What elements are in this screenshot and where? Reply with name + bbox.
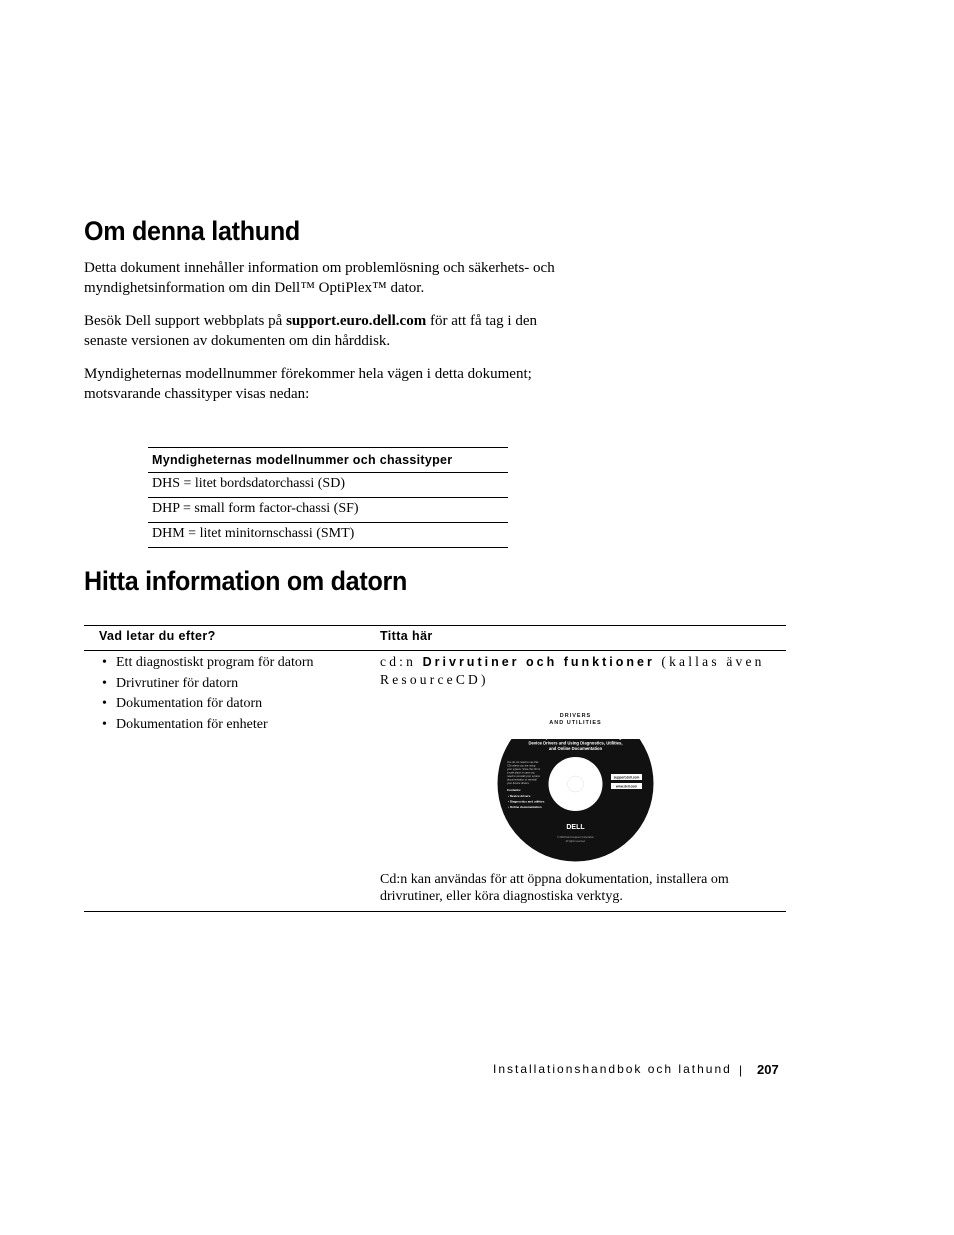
svg-text:• Diagnostics and utilities: • Diagnostics and utilities [508,799,545,804]
list-item: • Dokumentation för enheter [102,716,268,732]
model-table-row: DHP = small form factor-chassi (SF) [148,498,508,523]
svg-text:and Online Documentation: and Online Documentation [548,746,603,751]
section-title-find-info: Hitta information om datorn [84,566,408,596]
svg-text:Dell™ OptiPlex™ ResourceCD for: Dell™ OptiPlex™ ResourceCD for Reinstalling [529,735,622,740]
svg-text:Device Drivers and Using Diagn: Device Drivers and Using Diagnostics, Utilities, [528,740,623,746]
intro-paragraph: Detta dokument innehåller information om problemlösning och säkerhets- och myndighetsinformation om din Dell™ OptiPlex™ dator. [84,260,555,296]
resource-cd-image [497,705,654,862]
svg-text:www.dell.com: www.dell.com [615,784,638,789]
svg-text:Contents:: Contents: [507,788,521,792]
column-header-look-here: Titta här [380,629,433,643]
svg-text:AND UTILITIES: AND UTILITIES [549,720,602,726]
info-table-header-row [84,626,786,651]
dell-logo: DELL [566,824,585,831]
column-header-looking-for: Vad letar du efter? [99,629,216,643]
svg-text:your device drivers.: your device drivers. [507,782,530,785]
model-number-paragraph: Myndigheternas modellnummer förekommer hela vägen i detta dokument; motsvarande chassityper visas nedan: [84,366,532,402]
model-table-row: DHS = litet bordsdatorchassi (SD) [148,473,508,498]
cd-name: Drivrutiner och funktioner [422,655,655,669]
cd-title: cd:n Drivrutiner och funktioner (kallas även ResourceCD) [380,654,765,687]
support-link[interactable]: support.euro.dell.com [286,313,427,329]
svg-text:All rights reserved.: All rights reserved. [565,840,586,843]
svg-text:• Device drivers: • Device drivers [508,794,531,798]
svg-text:DRIVERS: DRIVERS [559,713,592,719]
footer-separator: | [739,1063,743,1077]
support-text-before: Besök Dell support webbplats på [84,313,287,329]
svg-text:documentation or reinstall: documentation or reinstall [507,778,537,782]
svg-text:CD unless you are using: CD unless you are using [507,764,536,768]
looking-for-list [102,653,314,735]
svg-text:a safe place in case you: a safe place in case you [507,771,535,775]
list-item: • Drivrutiner för datorn [102,675,239,691]
section-title-about: Om denna lathund [84,216,300,246]
svg-text:support.dell.com: support.dell.com [613,775,640,780]
svg-text:need to reinstall your system: need to reinstall your system [507,775,541,778]
page-number: 207 [757,1062,779,1077]
svg-text:© 2003 Dell Computer Corporati: © 2003 Dell Computer Corporation [557,836,594,839]
list-item: • Ett diagnostiskt program för datorn [102,655,314,670]
support-paragraph [84,311,584,351]
model-table-row: DHM = litet minitornschassi (SMT) [148,523,508,548]
svg-text:your system. Store the CD in: your system. Store the CD in [507,768,541,771]
svg-text:You do not need to use this: You do not need to use this [507,761,539,764]
list-item: • Dokumentation för datorn [102,696,263,711]
support-text-after: för att få tag i den senaste versionen av dokumenten om din hårddisk. [84,313,538,349]
find-info-table [84,625,786,912]
svg-text:• Online documentation: • Online documentation [508,805,542,809]
model-number-table [148,447,508,548]
footer-title: Installationshandbok och lathund [493,1062,732,1076]
model-table-header: Myndigheternas modellnummer och chassityper [148,448,508,473]
cd-description: Cd:n kan användas för att öppna dokumentation, installera om drivrutiner, eller köra diagnostiska verktyg. [380,872,729,904]
